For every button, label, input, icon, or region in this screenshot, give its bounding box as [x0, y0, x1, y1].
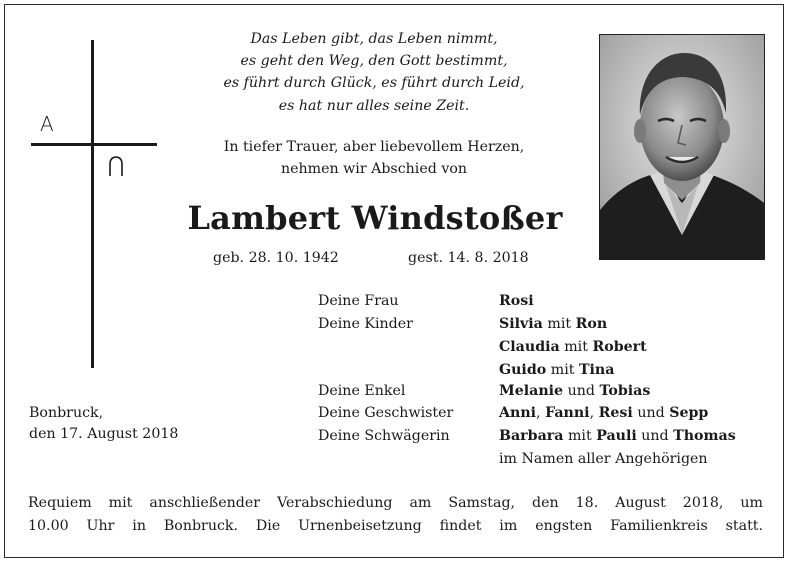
place-date: den 17. August 2018 [29, 426, 179, 442]
closing-line: im Namen aller Angehörigen [499, 451, 708, 467]
conjunction: und [567, 383, 595, 399]
relative-name: Resi [598, 405, 633, 421]
poem-line: es führt durch Glück, es führt durch Leid, [223, 75, 525, 92]
alpha-symbol: A [40, 112, 54, 136]
relation-value-children-2 [499, 337, 647, 358]
relation-value-children-1 [499, 314, 607, 335]
relative-name: Guido [499, 362, 547, 378]
relation-label-wife: Deine Frau [318, 293, 399, 309]
relative-name: Thomas [673, 428, 736, 444]
relative-name: Sepp [669, 405, 709, 421]
poem-line: es hat nur alles seine Zeit. [278, 97, 470, 114]
portrait-image [600, 35, 764, 259]
relation-label-sisters-in-law: Deine Schwägerin [318, 428, 450, 444]
footer-line: 10.00 Uhr in Bonbruck. Die Urnenbeisetzung findet im engsten Familienkreis statt. [28, 518, 763, 534]
omega-icon [108, 155, 124, 177]
relative-name: Robert [592, 339, 647, 355]
conjunction: mit [564, 339, 588, 355]
place-and-date [29, 403, 178, 445]
place-town: Bonbruck, [29, 405, 104, 421]
poem-line: es geht den Weg, den Gott bestimmt, [240, 53, 508, 70]
birth-date: geb. 28. 10. 1942 [213, 250, 339, 266]
relation-value-children-3 [499, 360, 614, 381]
cross-vertical-beam [91, 40, 94, 368]
relative-name: Silvia [499, 316, 543, 332]
relative-name: Anni [499, 405, 537, 421]
relation-value-wife [499, 291, 534, 312]
separator: , [536, 405, 541, 421]
conjunction: und [641, 428, 669, 444]
relative-name: Fanni [545, 405, 590, 421]
conjunction: und [637, 405, 665, 421]
relative-name: Tobias [599, 383, 651, 399]
memorial-poem [180, 28, 568, 117]
conjunction: mit [550, 362, 575, 378]
relative-name: Claudia [499, 339, 560, 355]
relation-label-children: Deine Kinder [318, 316, 413, 332]
relative-name: Tina [578, 362, 615, 378]
portrait-photo [599, 34, 765, 260]
relation-value-grandchildren [499, 381, 650, 402]
conjunction: mit [567, 428, 592, 444]
relation-value-siblings [499, 403, 708, 424]
relation-label-grandchildren: Deine Enkel [318, 383, 406, 399]
relative-name: Ron [575, 316, 608, 332]
funeral-details [28, 492, 763, 538]
relative-name: Rosi [499, 293, 534, 309]
poem-line: Das Leben gibt, das Leben nimmt, [250, 31, 498, 47]
cross-horizontal-beam [31, 143, 157, 146]
relative-name: Melanie [499, 383, 564, 399]
separator: , [589, 405, 595, 421]
relative-name: Barbara [499, 428, 564, 444]
intro-line: nehmen wir Abschied von [280, 161, 468, 178]
footer-line: Requiem mit anschließender Verabschiedung am Samstag, den 18. August 2018, um [28, 495, 763, 511]
conjunction: mit [547, 316, 572, 332]
relation-label-siblings: Deine Geschwister [318, 405, 454, 421]
relative-name: Pauli [596, 428, 637, 444]
intro-text [180, 136, 568, 180]
death-date: gest. 14. 8. 2018 [408, 250, 529, 266]
relation-value-sisters-in-law [499, 426, 736, 447]
intro-line: In tiefer Trauer, aber liebevollem Herzen, [223, 139, 525, 155]
deceased-name: Lambert Windstoßer [187, 199, 563, 237]
